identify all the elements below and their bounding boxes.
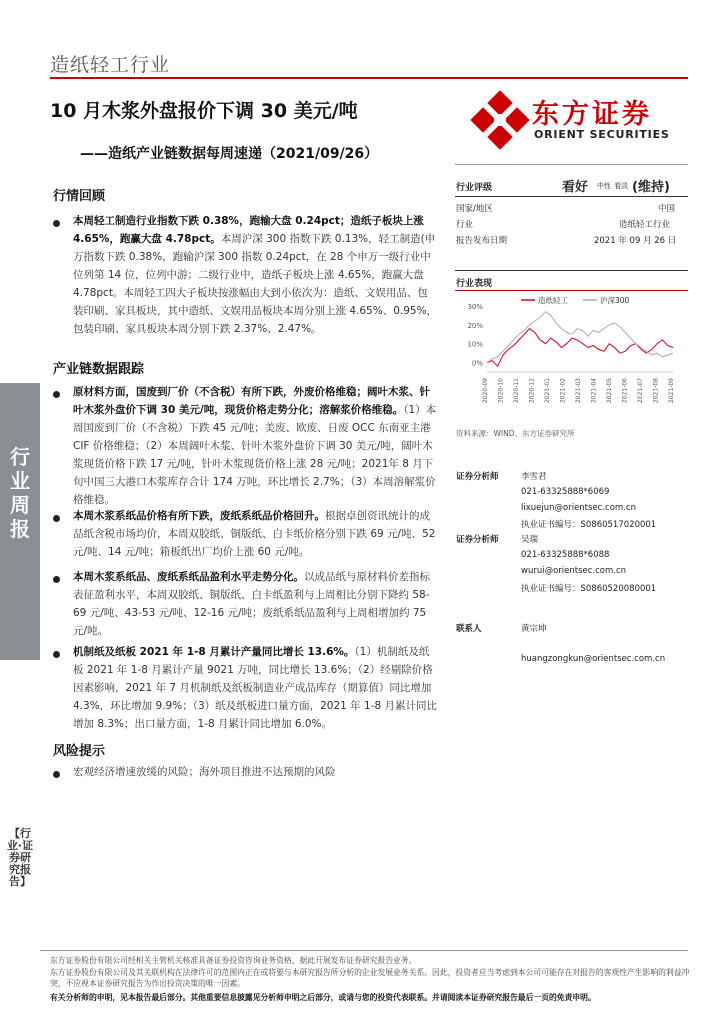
rating-label: 行业评级 bbox=[456, 183, 493, 193]
chain-paragraph-4: 机制纸及纸板 2021 年 1-8 月累计产量同比增长 13.6%。（1）机制纸及纸板 2021 年 1-8 月累计产量 9021 万吨，同比增长 13.6%；（2）经剔除价格因素影响，2021 年 7 月机制纸及纸板制造业产成品库存（期算值）同比增加 4.3%，环比增加 9.9%；（3）纸及纸板进口量方面，2021 年 1-8 月累计同比增加 8.3%；出口量方面，1-8 月累计同比增加 6.0%。 bbox=[73, 646, 438, 730]
logo-text-en: ORIENT SECURITIES bbox=[534, 128, 670, 141]
logo-text-cn: 东方证券 bbox=[532, 99, 652, 130]
y-tick-label: 0% bbox=[471, 359, 483, 368]
header-divider bbox=[50, 77, 688, 79]
rating-value-neutral: 中性 bbox=[597, 182, 611, 190]
analyst-phone: 021-63325888*6069 bbox=[521, 487, 610, 497]
x-tick-label: 2021-02 bbox=[559, 378, 567, 404]
x-tick-label: 2021-06 bbox=[621, 378, 629, 404]
rating-row-value: 造纸轻工行业 bbox=[619, 220, 671, 230]
rating-row-value: 2021 年 09 月 26 日 bbox=[594, 236, 677, 246]
x-tick-label: 2021-04 bbox=[590, 378, 598, 404]
contact-role: 联系人 bbox=[456, 624, 482, 634]
section-heading-risk: 风险提示 bbox=[53, 744, 106, 759]
chart-heading-underline bbox=[455, 290, 688, 291]
footer-line-1: 东方证券股份有限公司经相关主管机关核准具备证券投资咨询业务资格，据此开展发布证券研究报告业务。 bbox=[50, 956, 417, 965]
bullet-icon bbox=[53, 515, 60, 522]
x-tick-label: 2021-09 bbox=[668, 378, 675, 404]
analyst-cert: 执业证书编号：S0860520080001 bbox=[521, 584, 657, 594]
analyst-cert: 执业证书编号：S0860517020001 bbox=[521, 520, 657, 530]
bullet-icon bbox=[53, 771, 60, 778]
x-tick-label: 2021-07 bbox=[637, 378, 644, 404]
chart-heading: 行业表现 bbox=[456, 279, 493, 289]
chart-source: 资料来源：WIND、东方证券研究所 bbox=[456, 429, 575, 438]
y-tick-label: 30% bbox=[467, 303, 483, 311]
bullet-icon bbox=[53, 651, 60, 658]
analyst-email[interactable]: lixuejun@orientsec.com.cn bbox=[521, 503, 636, 513]
bullet-icon bbox=[53, 391, 60, 398]
analyst-name: 李雪君 bbox=[521, 472, 547, 482]
footer-line-3: 有关分析师的申明，见本报告最后部分。其他重要信息披露见分析师申明之后部分，或请与您的投资代表联系。并请阅读本证券研究报告最后一页的免责申明。 bbox=[50, 993, 596, 1002]
orient-logo-icon bbox=[470, 90, 530, 150]
rating-row-key: 报告发布日期 bbox=[456, 236, 508, 246]
analyst-name: 吴瑞 bbox=[521, 535, 539, 545]
legend-label: 造纸轻工 bbox=[538, 296, 568, 305]
y-tick-label: 10% bbox=[467, 340, 483, 349]
industry-performance-chart bbox=[455, 294, 688, 420]
market-review-paragraph: 本周轻工制造行业指数下跌 0.38%，跑输大盘 0.24pct；造纸子板块上涨 4.65%，跑赢大盘 4.78pct。本周沪深 300 指数下跌 0.13%，轻工制造(申万指数下跌 0.38%，跑输沪深 300 指数 0.24pct，在 28 个申万一级行业中位列第 14 位，位列中游；二级行业中，造纸子板块上涨 4.65%，跑赢大盘 4.78pct。本周轻工四大子板块按涨幅由大到小依次为：造纸、文娱用品、包装印刷、家具板块，其中造纸、文娱用品板块本周分别上涨 4.65%、0.95%，包装印刷、家具板块本周分别下跌 2.37%、2.47%。 bbox=[73, 215, 438, 335]
side-label: 行业周报 bbox=[10, 445, 30, 541]
x-tick-label: 2021-08 bbox=[652, 378, 660, 404]
rating-row-value: 中国 bbox=[658, 204, 676, 214]
contact-name: 黄宗坤 bbox=[521, 624, 547, 634]
report-title: 10 月木浆外盘报价下调 30 美元/吨 bbox=[50, 100, 358, 122]
chain-paragraph-3: 本周木浆系纸品、废纸系纸品盈利水平走势分化。以成品纸与原材料价差指标表征盈利水平，本周双胶纸、铜版纸、白卡纸盈利与上周相比分别下降约 58-69 元/吨、43-53 元/吨、12-16 元/吨；废纸系纸品盈利与上周相增加约 75 元/吨。 bbox=[73, 571, 430, 637]
rating-status: (维持) bbox=[632, 180, 670, 195]
section-heading-market: 行情回顾 bbox=[53, 189, 106, 204]
legend-label: 沪深300 bbox=[600, 296, 630, 305]
bullet-icon bbox=[53, 576, 60, 583]
report-subtitle: ——造纸产业链数据每周速递（2021/09/26） bbox=[80, 146, 379, 162]
y-tick-label: 20% bbox=[467, 321, 483, 330]
rating-value-positive: 看好 bbox=[562, 180, 589, 195]
sector-title: 造纸轻工行业 bbox=[50, 54, 171, 76]
footer-line-2: 东方证券股份有限公司及其关联机构在法律许可的范围内正在或将要与本研究报告所分析的企业发展业务关系。因此，投资者应当考虑到本公司可能存在对报告的客观性产生影响的利益冲突，不应视本证券研究报告为作出投资决策的唯一因素。 bbox=[50, 968, 690, 988]
x-tick-label: 2020-09 bbox=[482, 378, 489, 404]
analyst-role: 证券分析师 bbox=[456, 472, 499, 482]
x-tick-label: 2021-03 bbox=[575, 378, 582, 404]
x-tick-label: 2020-10 bbox=[497, 378, 505, 404]
x-tick-label: 2021-01 bbox=[544, 378, 551, 404]
x-tick-label: 2020-11 bbox=[513, 378, 520, 404]
side-bottom-label: 【行业·证券研究报告】 bbox=[6, 827, 34, 888]
rating-row-key: 国家/地区 bbox=[456, 204, 493, 214]
chart-divider bbox=[455, 270, 688, 271]
rating-divider bbox=[455, 196, 688, 197]
rating-value-negative: 看淡 bbox=[614, 182, 628, 190]
right-header-divider bbox=[455, 164, 688, 165]
analyst-role: 证券分析师 bbox=[456, 535, 499, 545]
rating-row-key: 行业 bbox=[456, 220, 474, 230]
x-tick-label: 2020-12 bbox=[528, 378, 536, 404]
chain-paragraph-1: 原材料方面，国废到厂价（不含税）有所下跌，外废价格维稳；阔叶木浆、针叶木浆外盘价下调 30 美元/吨，现货价格走势分化；溶解浆价格维稳。（1）本周国废到厂价（不含税）下跌 45 元/吨；美废、欧废、日废 OCC 东南亚主港 CIF 价格维稳；（2）本周阔叶木浆、针叶木浆外盘价下调 30 美元/吨，阔叶木浆现货价格下跌 17 元/吨，针叶木浆现货价格上涨 28 元/吨；2021年 8 月下旬中国三大港口木浆库存合计 174 万吨，环比增长 2.7%；（3）本周溶解浆价格维稳。 bbox=[73, 386, 437, 506]
section-heading-chain: 产业链数据跟踪 bbox=[53, 362, 145, 377]
series-line-0 bbox=[487, 329, 673, 367]
risk-paragraph: 宏观经济增速放缓的风险；海外项目推进不达预期的风险 bbox=[73, 766, 336, 778]
analyst-email[interactable]: wurui@orientsec.com.cn bbox=[521, 566, 627, 576]
x-tick-label: 2021-05 bbox=[606, 378, 613, 404]
chain-paragraph-2: 本周木浆系纸品价格有所下跌，废纸系纸品价格回升。根据卓创资讯统计的成品纸含税市场均价，本周双胶纸、铜版纸、白卡纸价格分别下跌 69 元/吨、52 元/吨、14 元/吨；箱板纸出厂均价上涨 60 元/吨。 bbox=[73, 510, 436, 558]
series-line-1 bbox=[487, 312, 673, 363]
contact-email[interactable]: huangzongkun@orientsec.com.cn bbox=[521, 654, 666, 664]
bullet-icon bbox=[53, 220, 60, 227]
analyst-phone: 021-63325888*6088 bbox=[521, 550, 610, 560]
footer-divider bbox=[40, 950, 688, 951]
